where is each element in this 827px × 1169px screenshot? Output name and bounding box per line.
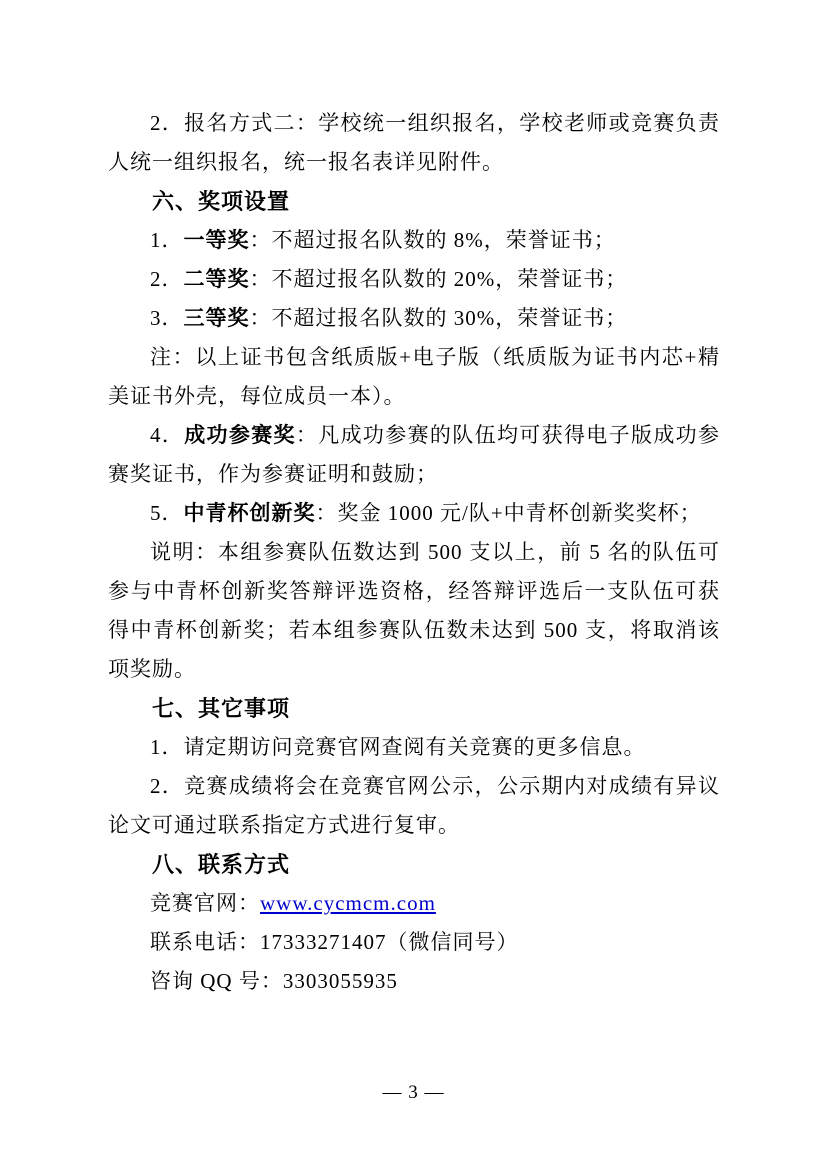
website-link[interactable]: www.cycmcm.com — [260, 891, 436, 915]
text-run: 2． — [150, 267, 184, 291]
section-7-other-heading: 七、其它事项 — [152, 696, 291, 721]
emphasis-text: 三等奖 — [183, 306, 250, 330]
section-6-awards-heading: 六、奖项设置 — [152, 189, 291, 214]
other-item-2 — [108, 767, 720, 845]
text-run: ：凡成功参赛的队伍均可获得电子版成功参赛奖证书，作为参赛证明和鼓励； — [108, 423, 721, 486]
emphasis-text: 二等奖 — [183, 267, 250, 291]
award-participation — [108, 416, 720, 494]
registration-method-2 — [108, 104, 720, 182]
contact-website — [108, 884, 720, 923]
emphasis-text: 中青杯创新奖 — [183, 501, 316, 525]
certificate-note — [108, 338, 720, 416]
text-run: ：不超过报名队数的 30%，荣誉证书； — [249, 306, 628, 330]
text-run: 注：以上证书包含纸质版+电子版（纸质版为证书内芯+精美证书外壳，每位成员一本）。 — [108, 345, 720, 408]
text-run: 咨询 QQ 号：3303055935 — [150, 969, 398, 993]
text-run: 1．请定期访问竞赛官网查阅有关竞赛的更多信息。 — [150, 735, 646, 759]
text-run: 4． — [150, 423, 185, 447]
text-run: 说明：本组参赛队伍数达到 500 支以上，前 5 名的队伍可参与中青杯创新奖答辩评选资格，经答辩评选后一支队伍可获得中青杯创新奖；若本组参赛队伍数未达到 500 支，将取消该项奖励。 — [108, 540, 720, 681]
page-number: — 3 — — [382, 1082, 445, 1103]
text-run: 5． — [150, 501, 184, 525]
text-run: ：不超过报名队数的 20%，荣誉证书； — [249, 267, 628, 291]
award-innovation — [108, 494, 720, 533]
text-run: 联系电话：17333271407（微信同号） — [150, 930, 519, 954]
emphasis-text: 成功参赛奖 — [184, 423, 296, 447]
text-run: 竞赛官网： — [150, 891, 260, 915]
innovation-award-explanation — [108, 533, 720, 689]
text-run: ：奖金 1000 元/队+中青杯创新奖奖杯； — [315, 501, 702, 525]
text-run: ：不超过报名队数的 8%，荣誉证书； — [249, 228, 616, 252]
text-run: 3． — [150, 306, 184, 330]
text-run: 2．竞赛成绩将会在竞赛官网公示，公示期内对成绩有异议论文可通过联系指定方式进行复审。 — [108, 774, 720, 837]
award-second-prize — [108, 260, 720, 299]
award-third-prize — [108, 299, 720, 338]
award-first-prize — [108, 221, 720, 260]
text-run: 2．报名方式二：学校统一组织报名，学校老师或竞赛负责人统一组织报名，统一报名表详见附件。 — [108, 111, 720, 174]
other-item-1 — [108, 728, 720, 767]
emphasis-text: 一等奖 — [183, 228, 250, 252]
contact-qq — [108, 962, 720, 1001]
contact-phone — [108, 923, 720, 962]
section-8-contact-heading: 八、联系方式 — [152, 852, 291, 877]
document-body — [108, 104, 720, 1001]
text-run: 1． — [150, 228, 184, 252]
